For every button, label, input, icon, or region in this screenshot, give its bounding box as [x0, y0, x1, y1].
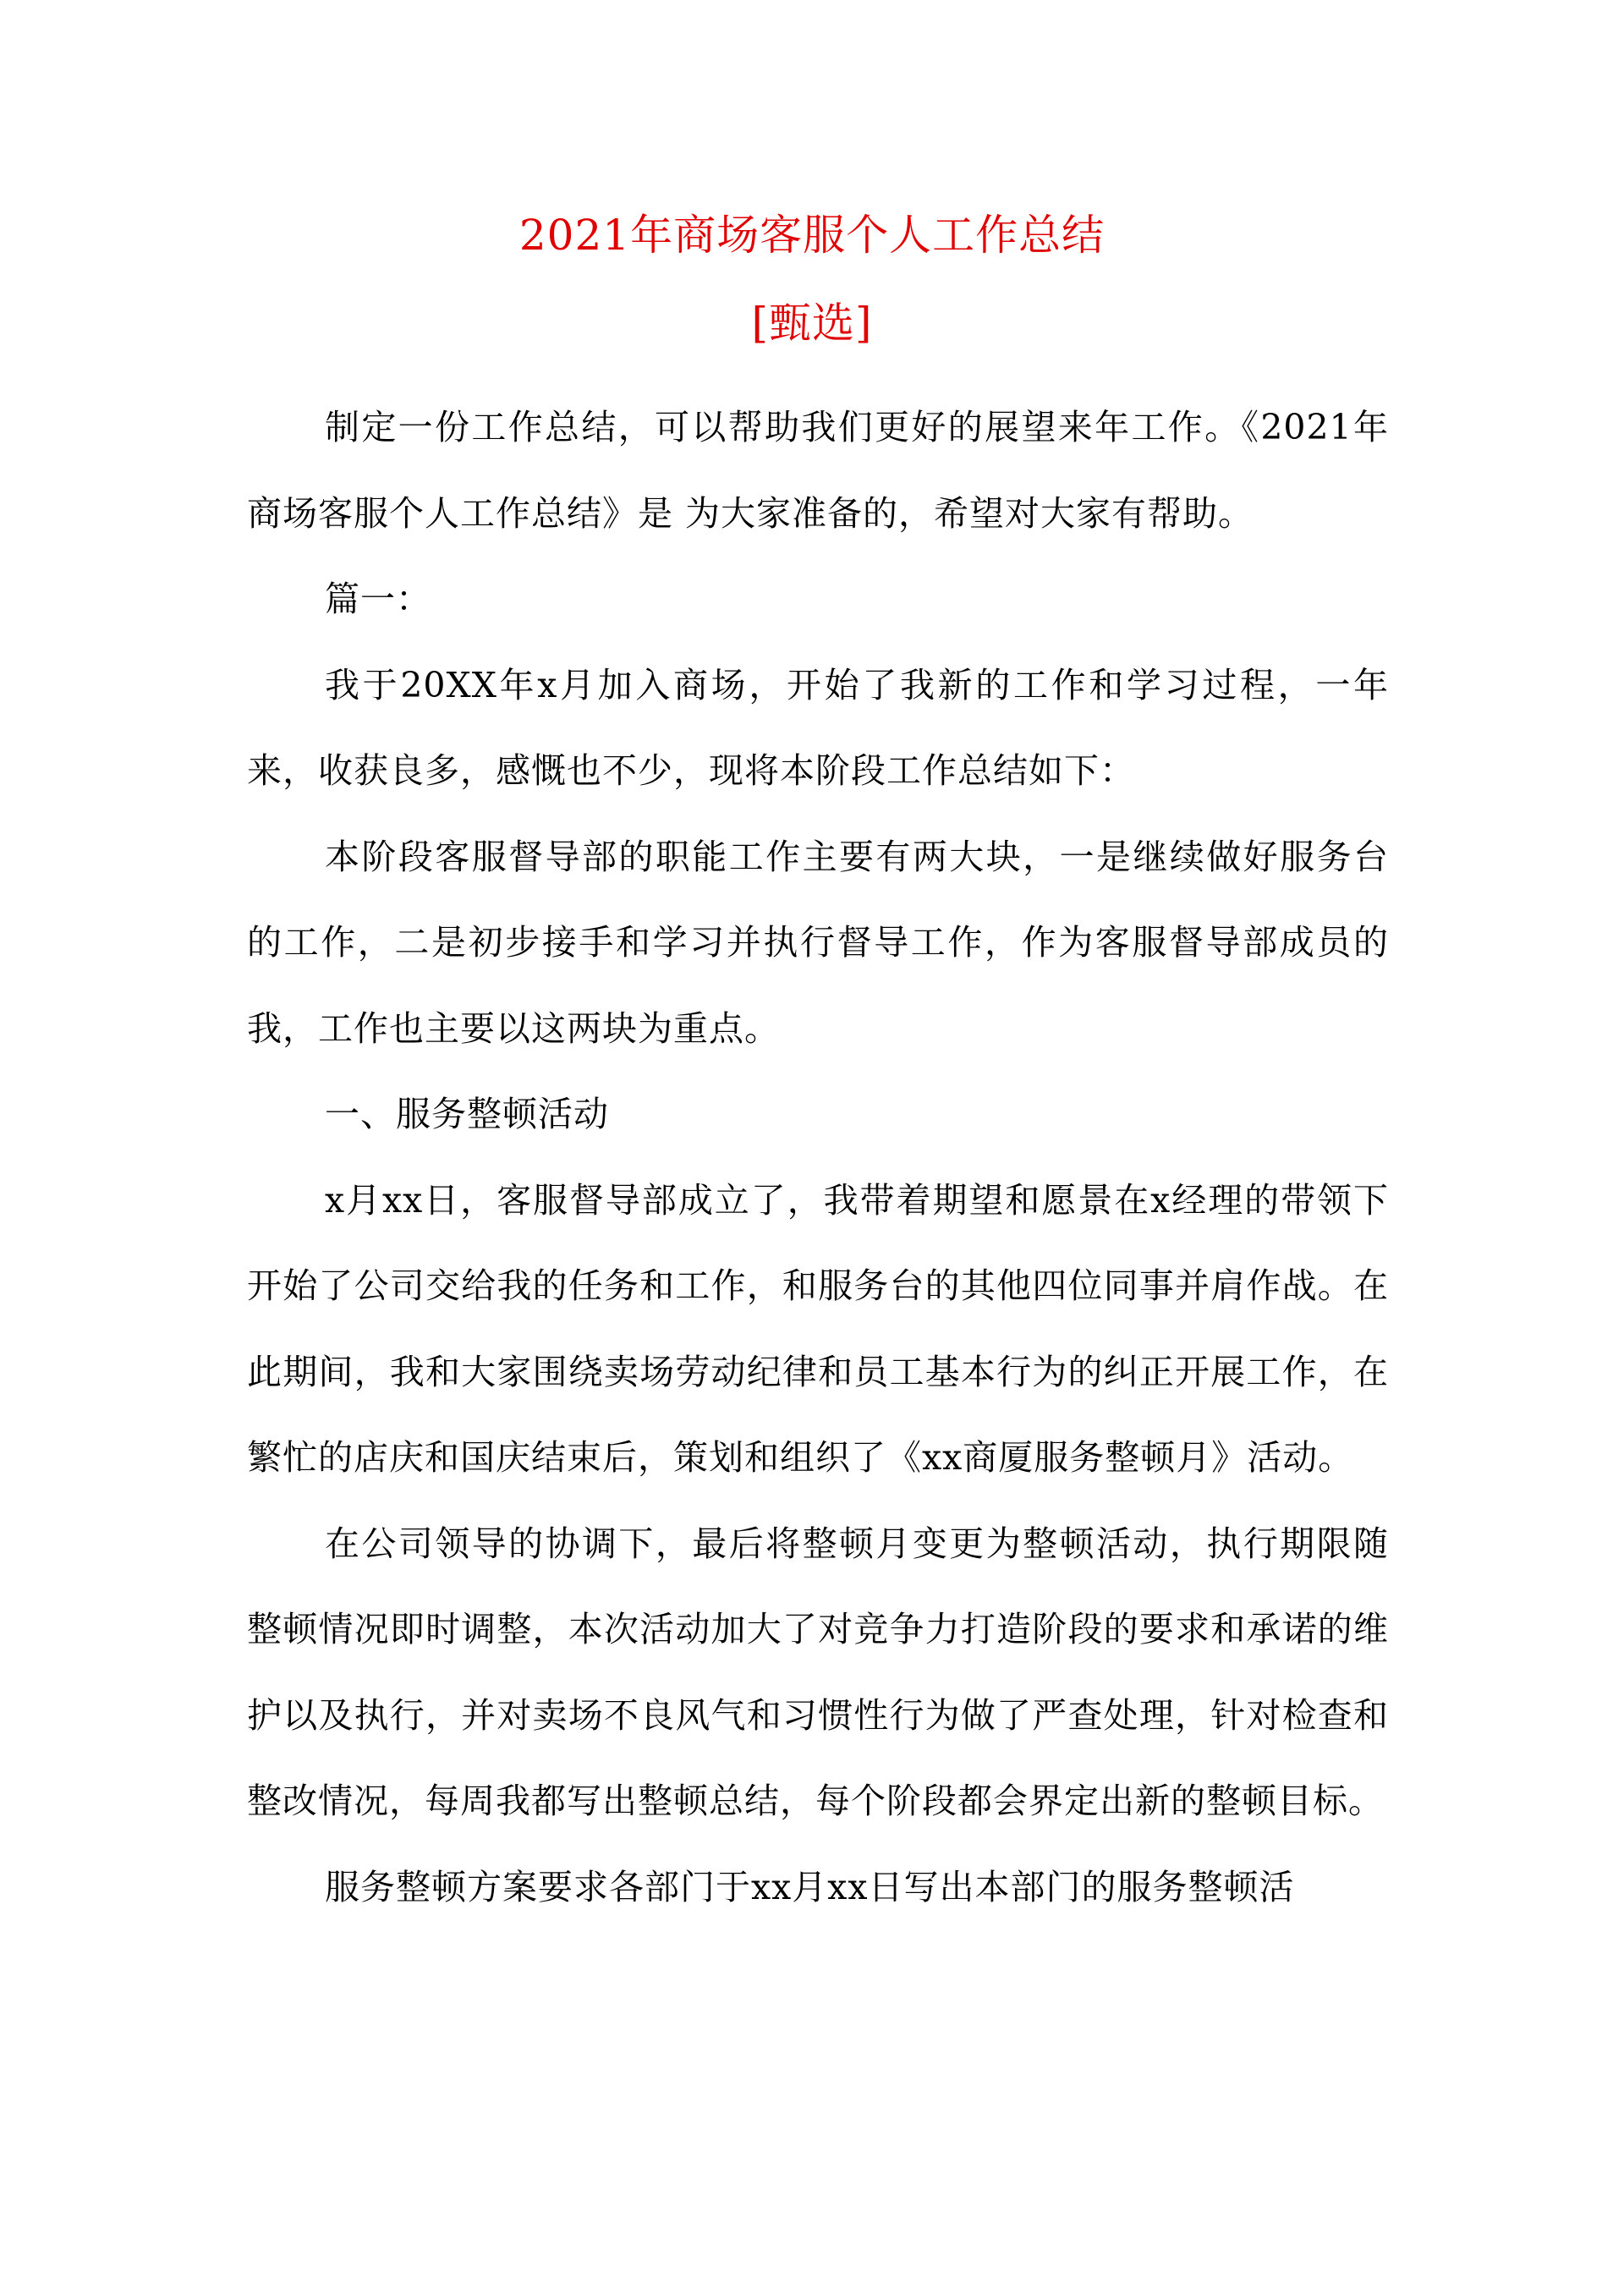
paragraph-intro: 制定一份工作总结，可以帮助我们更好的展望来年工作。《2021年商场客服个人工作总结》是 为大家准备的，希望对大家有帮助。 [247, 407, 1389, 534]
document-body [247, 385, 1389, 1930]
paragraph-plan: 服务整顿方案要求各部门于xx月xx日写出本部门的服务整顿活 [325, 1866, 1295, 1907]
document-subtitle: [甄选] [751, 299, 873, 348]
paragraph-coordination: 在公司领导的协调下，最后将整顿月变更为整顿活动，执行期限随整顿情况即时调整，本次活动加大了对竞争力打造阶段的要求和承诺的维护以及执行，并对卖场不良风气和习惯性行为做了严查处理，针对检查和整改情况，每周我都写出整顿总结，每个阶段都会界定出新的整顿目标。 [247, 1523, 1389, 1821]
paragraph-joining: 我于20XX年x月加入商场，开始了我新的工作和学习过程，一年来，收获良多，感慨也不少，现将本阶段工作总结如下： [247, 664, 1389, 791]
document-title: 2021年商场客服个人工作总结 [518, 211, 1106, 260]
paragraph-section-label: 篇一： [325, 579, 431, 619]
paragraph-department-founded: x月xx日，客服督导部成立了，我带着期望和愿景在x经理的带领下开始了公司交给我的任务和工作，和服务台的其他四位同事并肩作战。在此期间，我和大家围绕卖场劳动纪律和员工基本行为的纠正开展工作，在繁忙的店庆和国庆结束后，策划和组织了《xx商厦服务整顿月》活动。 [247, 1179, 1389, 1478]
paragraph-duties: 本阶段客服督导部的职能工作主要有两大块，一是继续做好服务台的工作，二是初步接手和学习并执行督导工作，作为客服督导部成员的我，工作也主要以这两块为重点。 [247, 836, 1389, 1049]
paragraph-heading-1: 一、服务整顿活动 [325, 1094, 609, 1134]
